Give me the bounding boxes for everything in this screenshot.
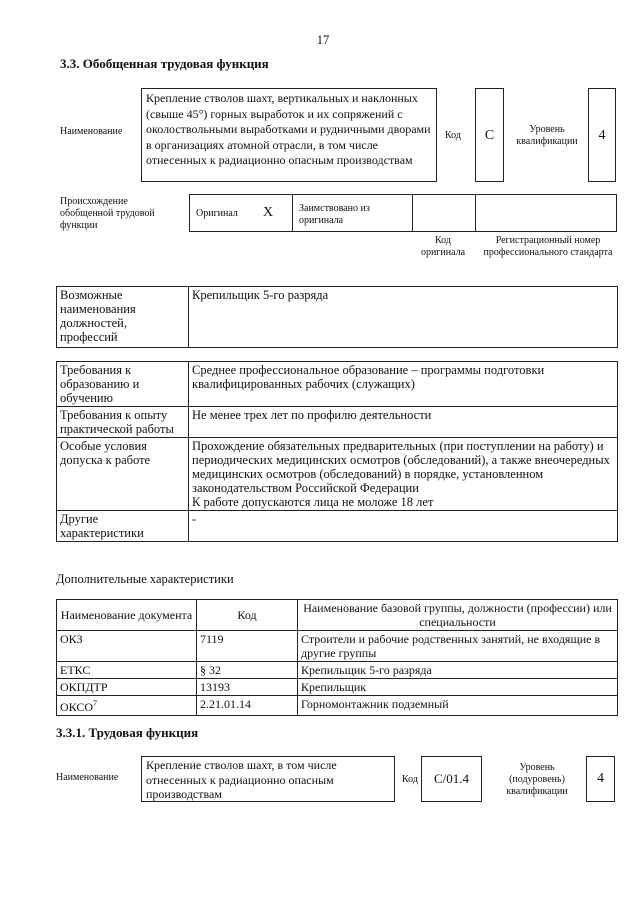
row-doc: ЕТКС xyxy=(57,662,197,679)
subsection-name-label: Наименование xyxy=(56,772,119,783)
page-number: 17 xyxy=(316,33,330,47)
subsection-code-box xyxy=(421,756,482,802)
section-code-label: Код xyxy=(445,130,461,141)
positions-value: Крепильщик 5-го разряда xyxy=(189,287,618,348)
requirement-label: Требования к опыту практической работы xyxy=(57,407,189,438)
origin-original-label: Оригинал xyxy=(196,208,238,219)
origin-borrowed-cell xyxy=(292,194,413,232)
requirement-row xyxy=(57,362,618,407)
row-code: 2.21.01.14 xyxy=(197,696,298,716)
section-title: 3.3. Обобщенная трудовая функция xyxy=(60,56,269,71)
row-code: § 32 xyxy=(197,662,298,679)
subsection-name-box xyxy=(141,756,395,802)
subsection-code-value: С/01.4 xyxy=(433,771,470,786)
subsection-name-value: Крепление стволов шахт, в том числе отнесенных к радиационно опасным производствам xyxy=(146,758,337,801)
row-name: Крепильщик 5-го разряда xyxy=(298,662,618,679)
additional-header-doc: Наименование документа xyxy=(57,600,197,631)
requirement-value: Не менее трех лет по профилю деятельности xyxy=(189,407,618,438)
subsection-level-value: 4 xyxy=(597,771,604,786)
additional-title: Дополнительные характеристики xyxy=(56,572,234,586)
section-name-label: Наименование xyxy=(60,126,123,137)
subsection-title: 3.3.1. Трудовая функция xyxy=(56,725,199,740)
row-doc: ОКПДТР xyxy=(57,679,197,696)
requirement-label: Другие характеристики xyxy=(57,511,189,542)
requirement-row xyxy=(57,407,618,438)
origin-reg-caption: Регистрационный номер профессионального стандарта xyxy=(483,235,613,258)
row-name: Крепильщик xyxy=(298,679,618,696)
section-level-box xyxy=(588,88,616,182)
table-row xyxy=(57,631,618,662)
origin-reg-cell xyxy=(475,194,617,232)
requirement-value: Среднее профессиональное образование – программы подготовки квалифицированных рабочих (служащих) xyxy=(189,362,618,407)
additional-table xyxy=(56,599,618,716)
origin-original-mark: X xyxy=(263,205,274,220)
additional-header-code: Код xyxy=(197,600,298,631)
section-level-label: Уровень квалификации xyxy=(516,124,578,147)
section-name-value: Крепление стволов шахт, вертикальных и наклонных (свыше 45°) горных выработок и их сопряжений с околоствольными выработками и рудничными дворами в организациях атомной отрасли, в том числе отнесенных к радиационно опасным производствам xyxy=(146,91,431,167)
section-level-value: 4 xyxy=(598,128,606,143)
requirement-value-cell xyxy=(189,438,618,511)
row-doc: ОКЗ xyxy=(57,631,197,662)
subsection-level-label: Уровень (подуровень) квалификации xyxy=(506,762,568,797)
section-name-box xyxy=(141,88,437,182)
origin-code-caption: Код оригинала xyxy=(420,235,466,258)
table-row xyxy=(57,662,618,679)
row-code: 13193 xyxy=(197,679,298,696)
positions-table xyxy=(56,286,618,348)
row-name: Горномонтажник подземный xyxy=(298,696,618,716)
requirement-value: - xyxy=(189,511,618,542)
requirement-value: Прохождение обязательных предварительных (при поступлении на работу) и периодических медицинских осмотров (обследований), а также внеочередных медицинских осмотров (обследований) в порядке, установленном законодательством Российской Федерации xyxy=(192,439,610,495)
additional-header-name: Наименование базовой группы, должности (профессии) или специальности xyxy=(298,600,618,631)
okso-footnote-mark: 7 xyxy=(93,699,98,708)
subsection-level-box xyxy=(586,756,615,802)
requirement-label: Требования к образованию и обучению xyxy=(57,362,189,407)
row-doc: ОКСО xyxy=(60,700,94,714)
requirement-label: Особые условия допуска к работе xyxy=(57,438,189,511)
origin-borrowed-label: Заимствовано из оригинала xyxy=(299,203,370,226)
table-row xyxy=(57,696,618,716)
row-code: 7119 xyxy=(197,631,298,662)
positions-label: Возможные наименования должностей, профессий xyxy=(57,287,189,348)
table-row xyxy=(57,679,618,696)
requirement-value-extra: К работе допускаются лица не моложе 18 лет xyxy=(192,495,434,509)
requirements-table xyxy=(56,361,618,542)
requirement-row xyxy=(57,438,618,511)
row-name: Строители и рабочие родственных занятий, не входящие в другие группы xyxy=(298,631,618,662)
subsection-code-label: Код xyxy=(402,774,418,785)
section-code-value: С xyxy=(484,128,495,143)
origin-code-cell xyxy=(412,194,476,232)
section-code-box xyxy=(475,88,504,182)
row-doc-cell xyxy=(57,696,197,716)
additional-header-row xyxy=(57,600,618,631)
origin-original-cell xyxy=(189,194,293,232)
requirement-row xyxy=(57,511,618,542)
origin-label: Происхождение обобщенной трудовой функции xyxy=(60,196,155,231)
